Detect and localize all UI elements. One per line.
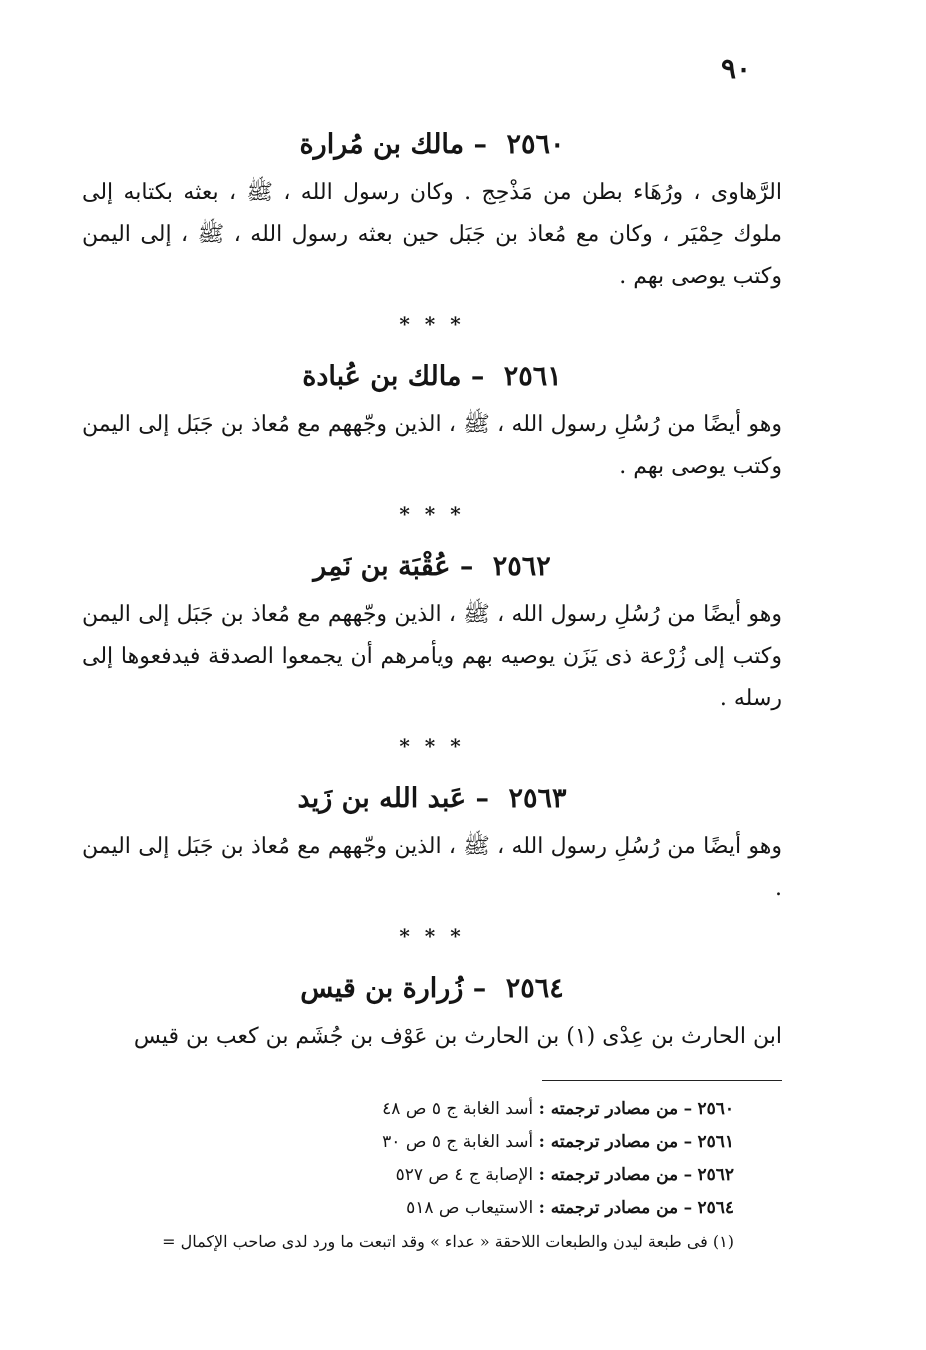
entry-number: ٢٥٦٤ (505, 973, 564, 1004)
entry-title (82, 540, 782, 594)
entry-dash: – (475, 783, 490, 814)
entry-body: وهو أيضًا من رُسُلِ رسول الله ، ﷺ ، الذين وجّههم مع مُعاذ بن جَبَل إلى اليمن وكتب إلى زُرْعة ذى يَزَن يوصيه بهم ويأمرهم أن يجمعوا الصدقة فيدفعوها إلى رسله . (82, 602, 782, 711)
entry-title (82, 350, 782, 404)
source-label: من مصادر ترجمته : (538, 1165, 679, 1185)
page-number: ٩٠ (720, 52, 752, 85)
entry-name: مالك بن عُبادة (302, 361, 462, 392)
source-dash: – (683, 1099, 693, 1119)
source-dash: – (683, 1132, 693, 1152)
entry-dash: – (473, 129, 488, 160)
entry-2564 (82, 962, 782, 1058)
section-separator: * * * (399, 312, 465, 336)
entry-dash: – (470, 361, 485, 392)
source-note (82, 1093, 782, 1126)
entry-title (82, 772, 782, 826)
source-label: من مصادر ترجمته : (538, 1132, 679, 1152)
section-separator: * * * (399, 924, 465, 948)
source-note (82, 1126, 782, 1159)
entry-2562 (82, 540, 782, 720)
entry-title (82, 118, 782, 172)
source-reference: أسد الغابة ج ٥ ص ٤٨ (382, 1099, 534, 1119)
entry-body: وهو أيضًا من رُسُلِ رسول الله ، ﷺ ، الذين وجّههم مع مُعاذ بن جَبَل إلى اليمن وكتب يوصى بهم . (82, 412, 782, 479)
section-separator: * * * (399, 502, 465, 526)
source-entry-number: ٢٥٦٤ (697, 1198, 734, 1218)
footnote-rule (542, 1080, 782, 1081)
source-entry-number: ٢٥٦٠ (697, 1099, 734, 1119)
entry-name: عُقْبَة بن نَمِر (313, 551, 451, 582)
source-label: من مصادر ترجمته : (538, 1198, 679, 1218)
entry-number: ٢٥٦٣ (508, 783, 567, 814)
source-note (82, 1192, 782, 1225)
source-reference: أسد الغابة ج ٥ ص ٣٠ (382, 1132, 534, 1152)
entry-title (82, 962, 782, 1016)
entry-name: عَبد الله بن زَيد (297, 783, 467, 814)
source-note (82, 1159, 782, 1192)
entry-2560 (82, 118, 782, 298)
footnote-1: (١) فى طبعة ليدن والطبعات اللاحقة « عداء » وقد اتبعت ما ورد لدى صاحب الإكمال = (162, 1232, 734, 1251)
entry-2563 (82, 772, 782, 910)
footnotes-area (82, 1080, 782, 1259)
entry-dash: – (459, 551, 474, 582)
source-label: من مصادر ترجمته : (538, 1099, 679, 1119)
main-text (82, 118, 782, 1058)
entry-2561 (82, 350, 782, 488)
entry-name: مالك بن مُرارة (299, 129, 465, 160)
source-entry-number: ٢٥٦١ (697, 1132, 734, 1152)
entry-dash: – (472, 973, 487, 1004)
source-reference: الاستيعاب ص ٥١٨ (406, 1198, 534, 1218)
entry-name: زُرارة بن قيس (300, 973, 464, 1004)
entry-number: ٢٥٦١ (503, 361, 562, 392)
source-dash: – (683, 1198, 693, 1218)
source-dash: – (683, 1165, 693, 1185)
source-reference: الإصابة ج ٤ ص ٥٢٧ (395, 1165, 534, 1185)
section-separator: * * * (399, 734, 465, 758)
entry-body: ابن الحارث بن عِدْى (١) بن الحارث بن عَوْف بن جُشَم بن كعب بن قيس (133, 1024, 782, 1049)
source-entry-number: ٢٥٦٢ (697, 1165, 734, 1185)
entry-number: ٢٥٦٢ (492, 551, 551, 582)
entry-body: الرَّهاوى ، ورُهَاء بطن من مَذْحِج . وكان رسول الله ، ﷺ ، بعثه بكتابه إلى ملوك حِمْيَر ، وكان مع مُعاذ بن جَبَل حين بعثه رسول الله ، ﷺ ، إلى اليمن وكتب يوصى بهم . (82, 180, 782, 289)
entry-body: وهو أيضًا من رُسُلِ رسول الله ، ﷺ ، الذين وجّههم مع مُعاذ بن جَبَل إلى اليمن . (82, 834, 782, 901)
entry-number: ٢٥٦٠ (506, 129, 565, 160)
